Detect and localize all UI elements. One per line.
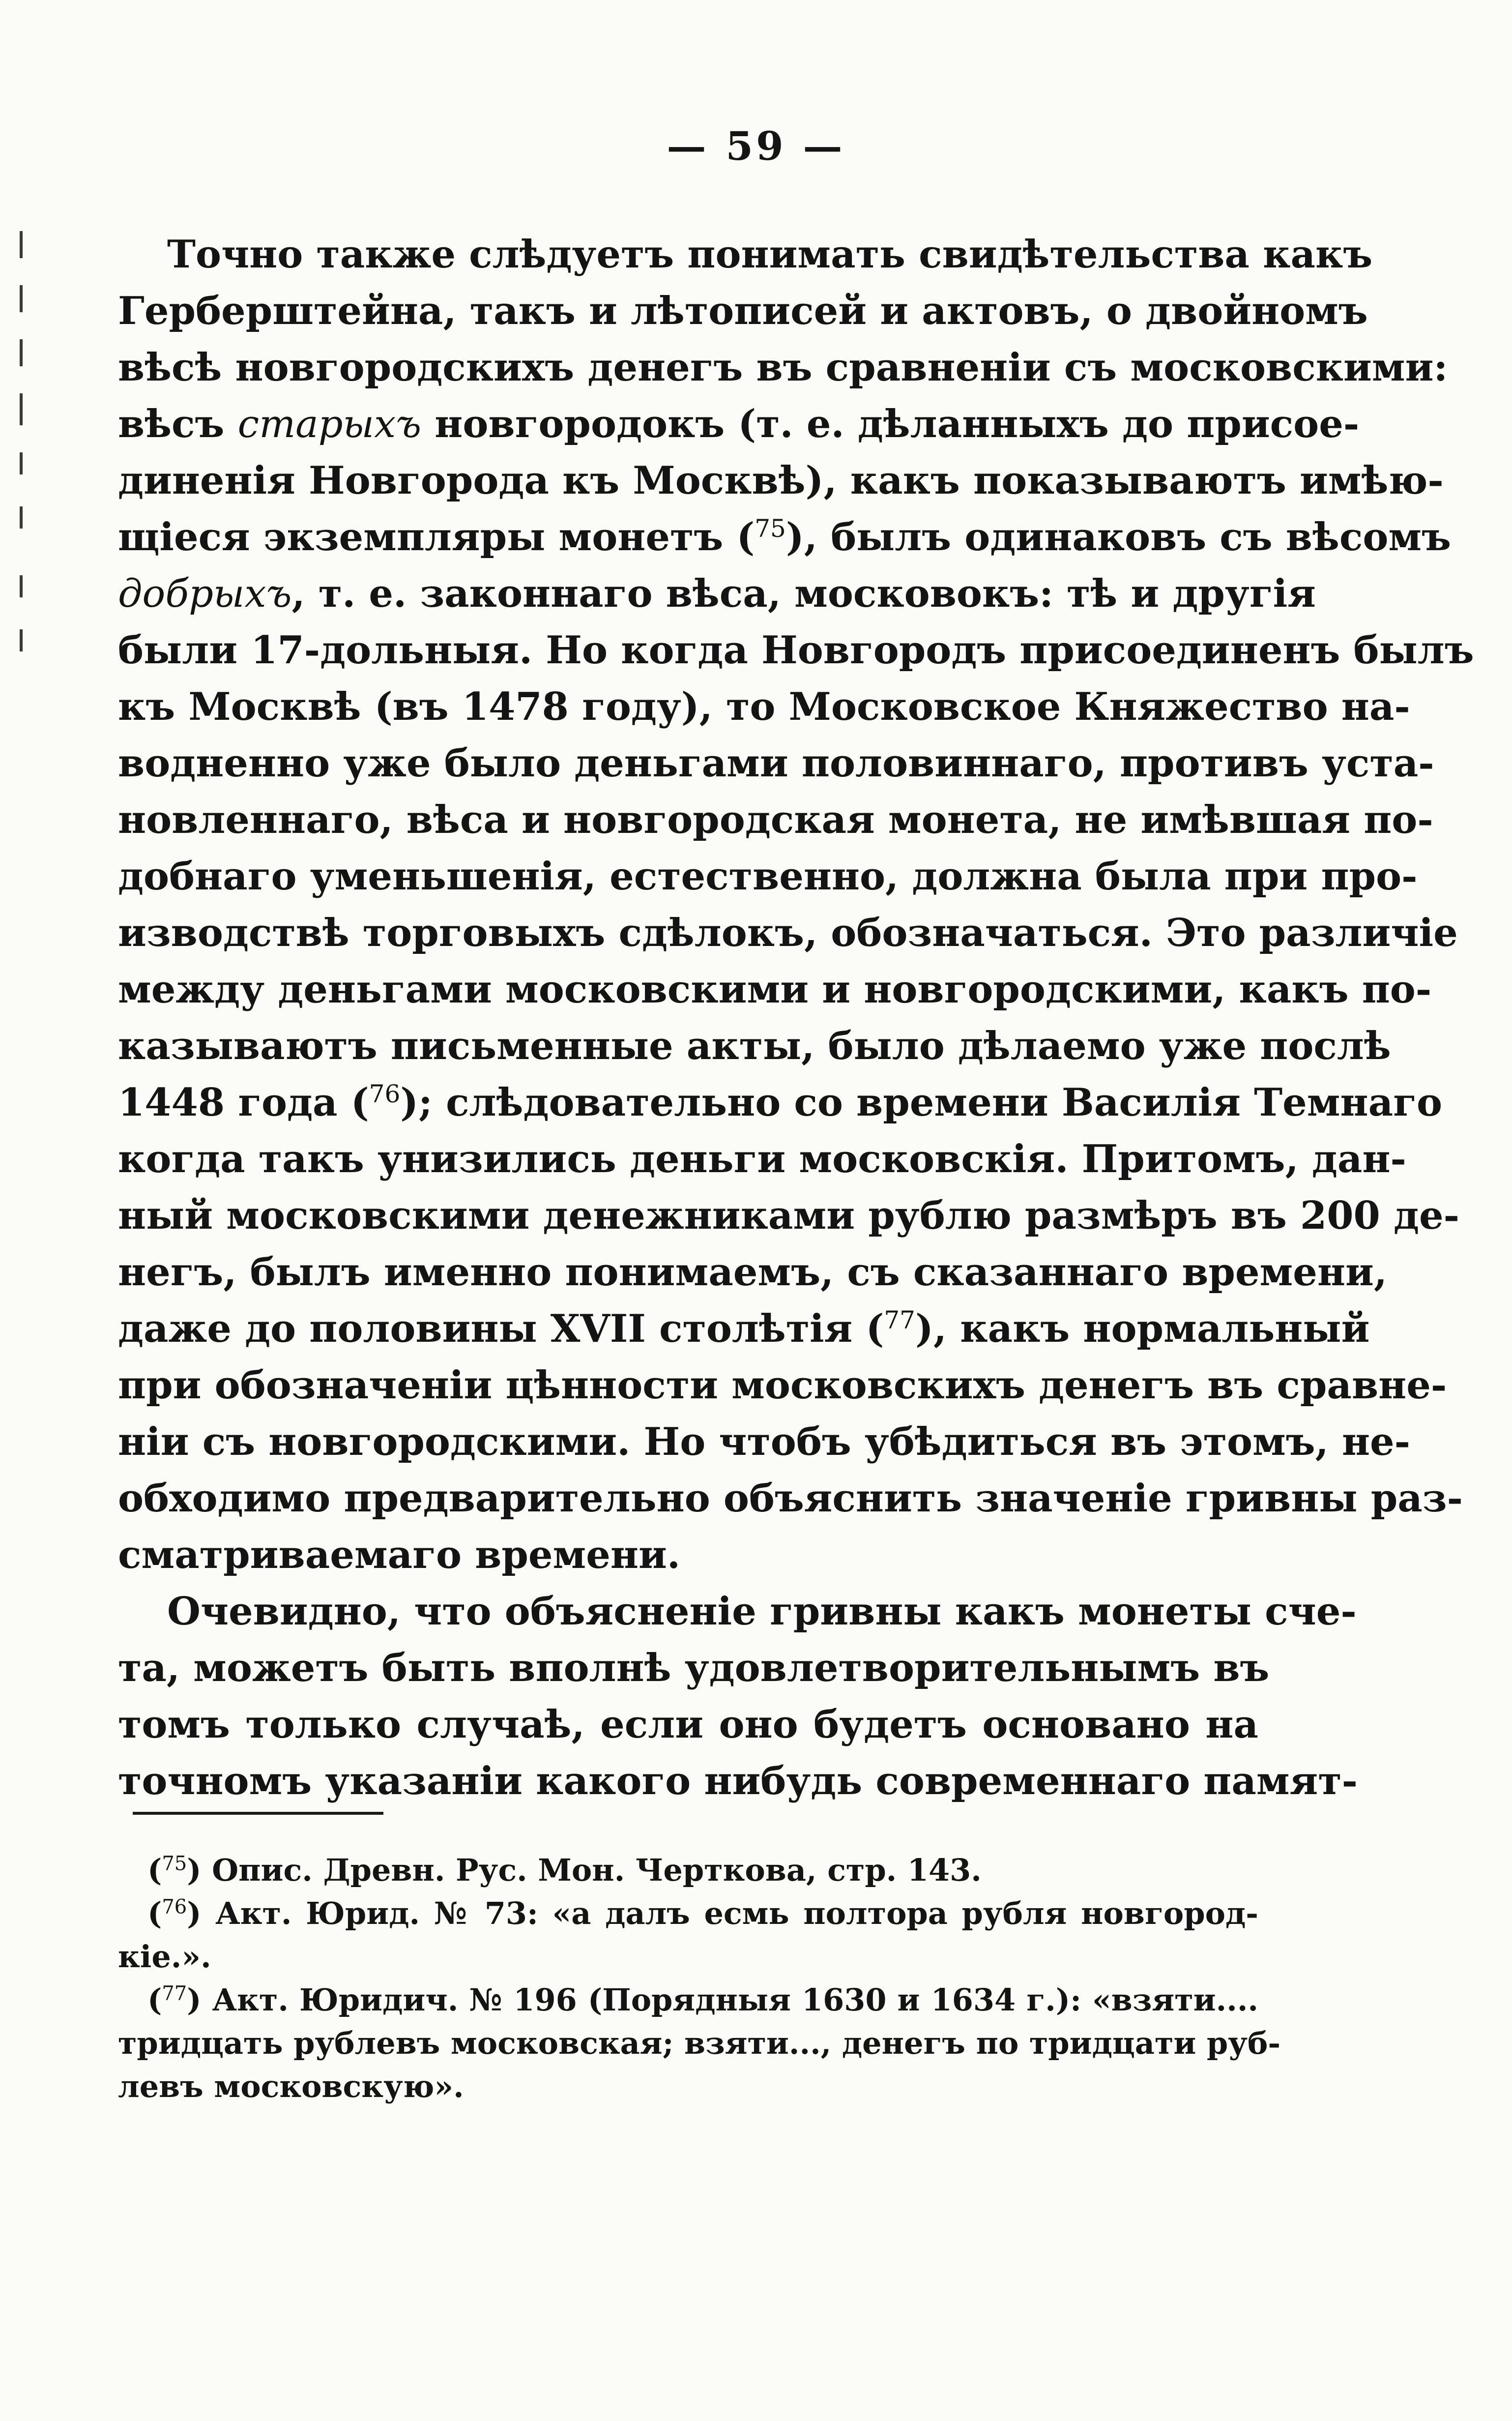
- page-number: — 59 —: [667, 123, 845, 169]
- text-line: ный московскими денежниками рублю размѣръ въ 200 де-: [118, 1193, 1459, 1238]
- footnote-ref: 77: [884, 1306, 915, 1334]
- text-line: диненія Новгорода къ Москвѣ), какъ показываютъ имѣю-: [118, 458, 1444, 503]
- footnote-number: 77: [162, 1982, 187, 2005]
- margin-mark: [20, 575, 23, 597]
- text-line: добнаго уменьшенія, естественно, должна была при про-: [118, 854, 1418, 899]
- italic-word: старыхъ: [237, 402, 422, 446]
- text-line: между деньгами московскими и новгородскими, какъ по-: [118, 967, 1432, 1012]
- footnote-divider: [133, 1812, 383, 1815]
- margin-mark: [20, 452, 23, 474]
- text-line: когда такъ унизились деньги московскія. Притомъ, дан-: [118, 1137, 1406, 1181]
- margin-mark: [20, 231, 23, 258]
- text-line: новленнаго, вѣса и новгородская монета, не имѣвшая по-: [118, 797, 1433, 842]
- margin-mark: [20, 393, 23, 425]
- footnote: [118, 1978, 1281, 2108]
- text-line: водненно уже было деньгами половиннаго, противъ уста-: [118, 741, 1434, 786]
- text-line: ніи съ новгородскими. Но чтобъ убѣдиться въ этомъ, не-: [118, 1419, 1411, 1464]
- footnote: [118, 1892, 1258, 1978]
- footnote-line: кіе.».: [118, 1939, 211, 1975]
- text-line: обходимо предварительно объяснить значеніе гривны раз-: [118, 1476, 1463, 1521]
- margin-mark: [20, 629, 23, 651]
- text-line: Точно также слѣдуетъ понимать свидѣтельства какъ: [167, 232, 1373, 277]
- text-line: томъ только случаѣ, если оно будетъ основано на: [118, 1702, 1258, 1747]
- text-line: точномъ указаніи какого нибудь современнаго памят-: [118, 1759, 1358, 1803]
- text-line: были 17-дольныя. Но когда Новгородъ присоединенъ былъ: [118, 628, 1474, 673]
- text-line: вѣсъ старыхъ новгородокъ (т. е. дѣланныхъ до присое-: [118, 402, 1360, 446]
- text-line: добрыхъ, т. е. законнаго вѣса, московокъ: тѣ и другія: [118, 571, 1316, 616]
- paragraph: [118, 1583, 1358, 1809]
- footnote-ref: 76: [369, 1080, 401, 1108]
- text-line: та, можетъ быть вполнѣ удовлетворительнымъ въ: [118, 1646, 1270, 1690]
- text-line: Очевидно, что объясненіе гривны какъ монеты сче-: [167, 1589, 1357, 1634]
- margin-mark: [20, 339, 23, 366]
- margin-mark: [20, 506, 23, 529]
- footnote-line: ($^{76}$) Акт. Юрид. № 73: «а далъ есмь полтора рубля новгород-: [147, 1895, 1258, 1931]
- footnote-number: 76: [162, 1895, 187, 1919]
- text-line: щіеся экземпляры монетъ ($^{75}$), былъ одинаковъ съ вѣсомъ: [118, 514, 1451, 560]
- text-line: даже до половины XVII столѣтія ($^{77}$), какъ нормальный: [118, 1306, 1370, 1351]
- text-line: казываютъ письменные акты, было дѣлаемо уже послѣ: [118, 1024, 1391, 1068]
- footnote-line: ($^{77}$) Акт. Юридич. № 196 (Порядныя 1630 и 1634 г.): «взяти....: [147, 1982, 1258, 2018]
- text-line: сматриваемаго времени.: [118, 1533, 680, 1577]
- text-line: 1448 года ($^{76}$); слѣдовательно со времени Василія Темнаго: [118, 1080, 1442, 1125]
- footnote-ref: 75: [755, 514, 786, 543]
- body-text: [118, 226, 1474, 1809]
- footnote-number: 75: [162, 1852, 187, 1875]
- text-line: негъ, былъ именно понимаемъ, съ сказаннаго времени,: [118, 1250, 1388, 1295]
- text-line: при обозначеніи цѣнности московскихъ денегъ въ сравне-: [118, 1363, 1447, 1408]
- footnote-line: левъ московскую».: [118, 2068, 464, 2104]
- footnote-line: тридцать рублевъ московская; взяти..., денегъ по тридцати руб-: [118, 2025, 1281, 2061]
- footnotes: [118, 1849, 1281, 2108]
- text-line: вѣсѣ новгородскихъ денегъ въ сравненіи съ московскими:: [118, 345, 1448, 390]
- paragraph: [118, 226, 1474, 1583]
- margin-mark: [20, 285, 23, 312]
- text-line: изводствѣ торговыхъ сдѣлокъ, обозначаться. Это различіе: [118, 911, 1458, 955]
- footnote: [118, 1849, 1258, 1892]
- footnote-line: ($^{75}$) Опис. Древн. Рус. Мон. Черткова, стр. 143.: [147, 1852, 982, 1888]
- text-line: къ Москвѣ (въ 1478 году), то Московское Княжество на-: [118, 684, 1410, 729]
- text-line: Герберштейна, такъ и лѣтописей и актовъ, о двойномъ: [118, 289, 1368, 333]
- italic-word: добрыхъ: [118, 572, 292, 616]
